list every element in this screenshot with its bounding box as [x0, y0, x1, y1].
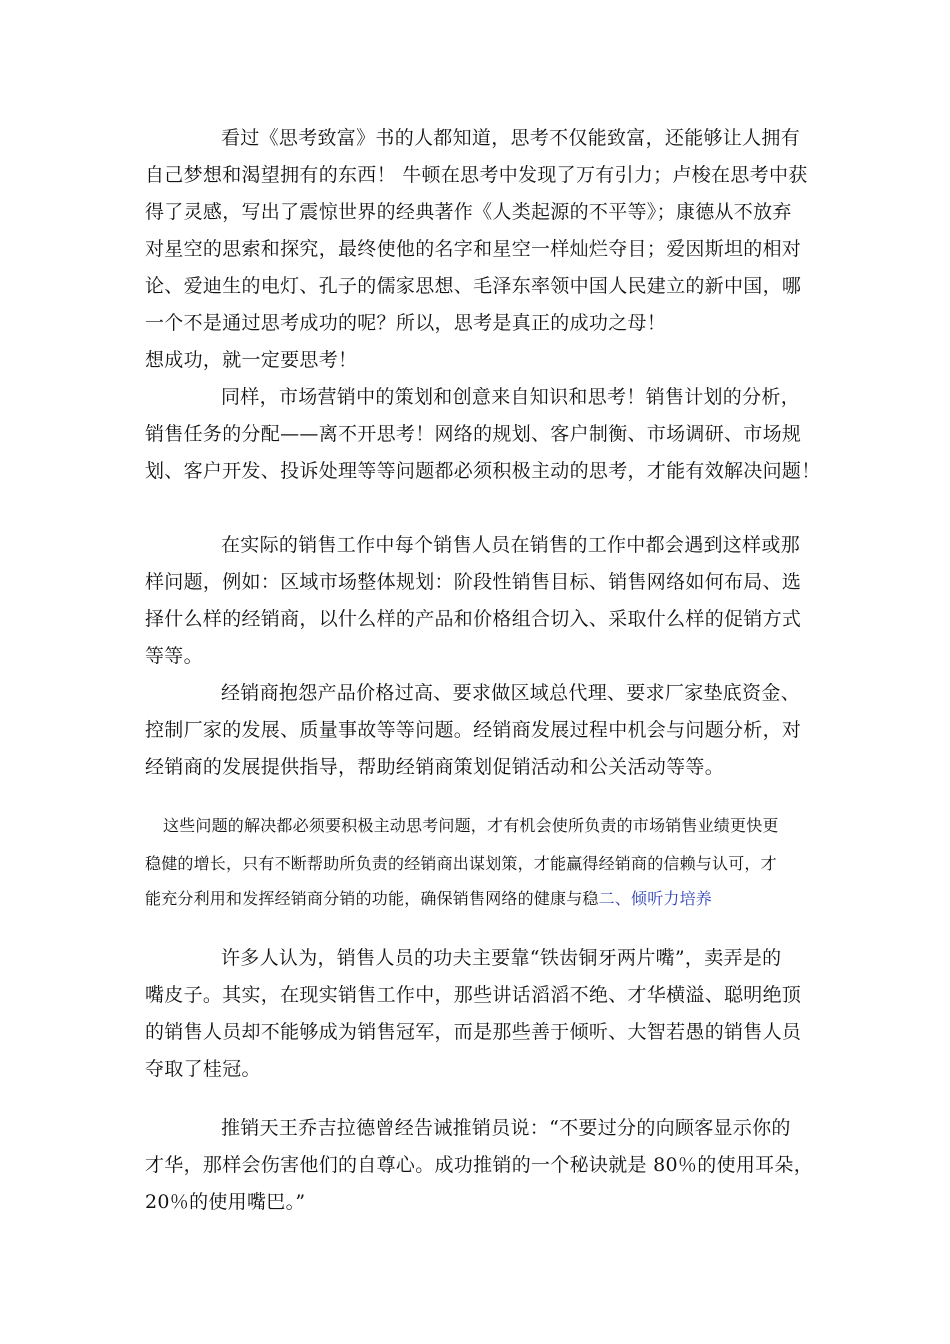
paragraph-3-line-3: 划、客户开发、投诉处理等等问题都必须积极主动的思考，才能有效解决问题！ [145, 460, 821, 482]
paragraph-7-line-2: 嘴皮子。其实，在现实销售工作中，那些讲话滔滔不绝、才华横溢、聪明绝顶 [145, 984, 802, 1006]
section-heading-link[interactable]: 二、倾听力培养 [598, 889, 713, 908]
paragraph-6-line-3 [145, 888, 712, 910]
paragraph-7-line-1: 许多人认为，销售人员的功夫主要靠“铁齿铜牙两片嘴”，卖弄是的 [221, 947, 782, 969]
paragraph-1-line-1: 看过《思考致富》书的人都知道，思考不仅能致富，还能够让人拥有 [221, 127, 801, 149]
paragraph-4-line-2: 样问题，例如：区域市场整体规划：阶段性销售目标、销售网络如何布局、选 [145, 571, 802, 593]
paragraph-8-line-1: 推销天王乔吉拉德曾经告诫推销员说：“不要过分的向顾客显示你的 [221, 1117, 791, 1139]
paragraph-7-line-4: 夺取了桂冠。 [145, 1058, 261, 1080]
paragraph-4-line-1: 在实际的销售工作中每个销售人员在销售的工作中都会遇到这样或那 [221, 534, 801, 556]
paragraph-8-line-3: 20％的使用嘴巴。” [145, 1191, 306, 1213]
paragraph-3-line-1: 同样，市场营销中的策划和创意来自知识和思考！销售计划的分析， [221, 386, 801, 408]
paragraph-4-line-3: 择什么样的经销商，以什么样的产品和价格组合切入、采取什么样的促销方式 [145, 608, 802, 630]
paragraph-5-line-3: 经销商的发展提供指导，帮助经销商策划促销活动和公关活动等等。 [145, 756, 725, 778]
paragraph-1-line-6: 一个不是通过思考成功的呢？所以，思考是真正的成功之母！ [145, 312, 667, 334]
paragraph-1-line-3: 得了灵感，写出了震惊世界的经典著作《人类起源的不平等》；康德从不放弃 [145, 201, 792, 223]
paragraph-8-line-2: 才华，那样会伤害他们的自尊心。成功推销的一个秘诀就是 80％的使用耳朵， [145, 1154, 814, 1176]
paragraph-5-line-2: 控制厂家的发展、质量事故等等问题。经销商发展过程中机会与问题分析，对 [145, 719, 802, 741]
paragraph-1-line-2: 自己梦想和渴望拥有的东西！ 牛顿在思考中发现了万有引力；卢梭在思考中获 [145, 164, 808, 186]
paragraph-3-line-2: 销售任务的分配——离不开思考！网络的规划、客户制衡、市场调研、市场规 [145, 423, 802, 445]
paragraph-1-line-4: 对星空的思索和探究，最终使他的名字和星空一样灿烂夺目；爱因斯坦的相对 [145, 238, 802, 260]
paragraph-7-line-3: 的销售人员却不能够成为销售冠军，而是那些善于倾听、大智若愚的销售人员 [145, 1021, 802, 1043]
paragraph-2-line-1: 想成功，就一定要思考！ [145, 349, 358, 371]
paragraph-5-line-1: 经销商抱怨产品价格过高、要求做区域总代理、要求厂家垫底资金、 [221, 682, 801, 704]
paragraph-6-line-2: 稳健的增长，只有不断帮助所负责的经销商出谋划策，才能赢得经销商的信赖与认可，才 [145, 854, 777, 873]
paragraph-4-line-4: 等等。 [145, 645, 203, 667]
paragraph-1-line-5: 论、爱迪生的电灯、孔子的儒家思想、毛泽东率领中国人民建立的新中国，哪 [145, 275, 802, 297]
paragraph-6-line-3-text: 能充分利用和发挥经销商分销的功能，确保销售网络的健康与稳 [145, 889, 599, 908]
paragraph-6-line-1: 这些问题的解决都必须要积极主动思考问题，才有机会使所负责的市场销售业绩更快更 [163, 816, 779, 835]
